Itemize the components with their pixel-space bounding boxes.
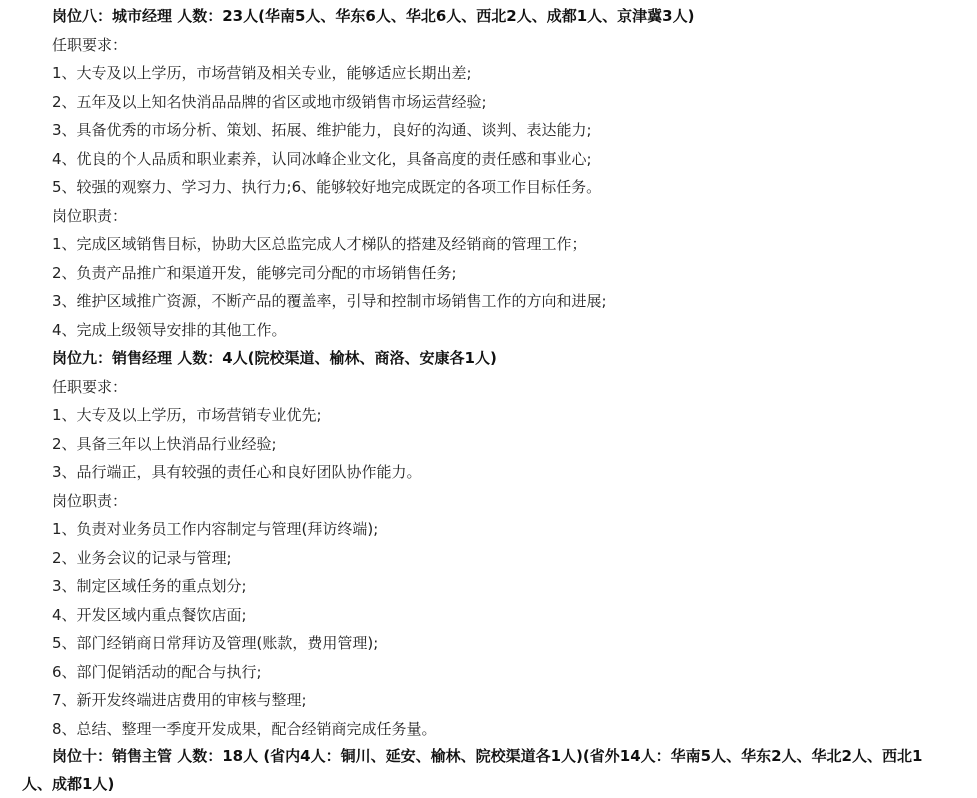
post9-requirements-label: 任职要求： [52, 378, 128, 396]
post9-requirement-item: 2、具备三年以上快消品行业经验; [52, 435, 277, 453]
post9-duties-label: 岗位职责： [52, 492, 128, 510]
post8-requirement-item: 2、五年及以上知名快消品品牌的省区或地市级销售市场运营经验; [52, 93, 487, 111]
post8-requirement-item: 5、较强的观察力、学习力、执行力;6、能够较好地完成既定的各项工作目标任务。 [52, 178, 602, 196]
post8-duty-item: 4、完成上级领导安排的其他工作。 [52, 321, 287, 339]
post9-duty-item: 1、负责对业务员工作内容制定与管理(拜访终端); [52, 520, 379, 538]
post9-duty-item: 5、部门经销商日常拜访及管理(账款，费用管理); [52, 634, 379, 652]
post8-duty-item: 2、负责产品推广和渠道开发，能够完司分配的市场销售任务; [52, 264, 457, 282]
post8-requirement-item: 4、优良的个人品质和职业素养，认同冰峰企业文化，具备高度的责任感和事业心; [52, 150, 592, 168]
post9-duty-item: 6、部门促销活动的配合与执行; [52, 663, 262, 681]
post9-duty-item: 7、新开发终端进店费用的审核与整理; [52, 691, 307, 709]
post9-title: 岗位九：销售经理 人数：4人(院校渠道、榆林、商洛、安康各1人) [52, 349, 497, 367]
post9-requirement-item: 3、品行端正，具有较强的责任心和良好团队协作能力。 [52, 463, 422, 481]
post9-duty-item: 2、业务会议的记录与管理; [52, 549, 232, 567]
post9-duty-item: 8、总结、整理一季度开发成果，配合经销商完成任务量。 [52, 720, 437, 738]
post9-duty-item: 3、制定区域任务的重点划分; [52, 577, 247, 595]
post10-title: 岗位十：销售主管 人数：18人 (省内4人：铜川、延安、榆林、院校渠道各1人)(省外14人：华南5人、华东2人、华北2人、西北1人、成都1人) [22, 747, 923, 793]
post9-requirement-item: 1、大专及以上学历，市场营销专业优先; [52, 406, 322, 424]
post8-duty-item: 3、维护区域推广资源，不断产品的覆盖率，引导和控制市场销售工作的方向和进展; [52, 292, 607, 310]
post8-requirement-item: 3、具备优秀的市场分析、策划、拓展、维护能力，良好的沟通、谈判、表达能力; [52, 121, 592, 139]
post8-duties-label: 岗位职责： [52, 207, 128, 225]
post8-title: 岗位八：城市经理 人数：23人(华南5人、华东6人、华北6人、西北2人、成都1人、京津冀3人) [52, 7, 695, 25]
post8-duty-item: 1、完成区域销售目标，协助大区总监完成人才梯队的搭建及经销商的管理工作； [52, 235, 587, 253]
post8-requirement-item: 1、大专及以上学历，市场营销及相关专业，能够适应长期出差; [52, 64, 472, 82]
post8-requirements-label: 任职要求： [52, 36, 128, 54]
post9-duty-item: 4、开发区域内重点餐饮店面; [52, 606, 247, 624]
